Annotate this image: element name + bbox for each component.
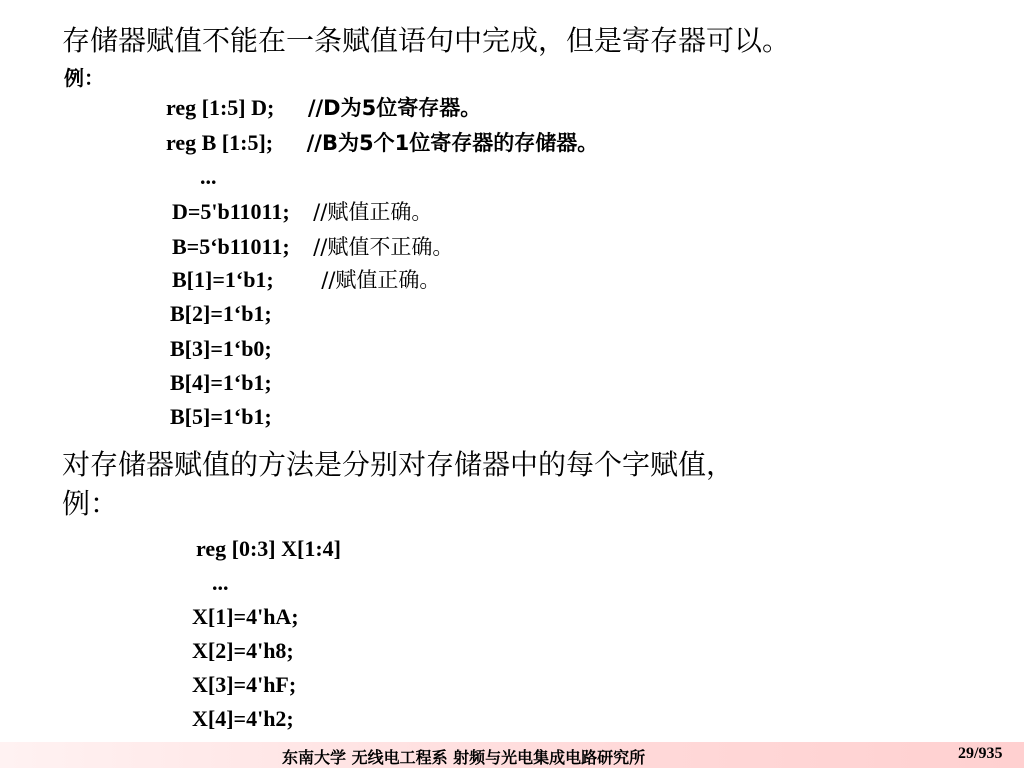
code-ellipsis: ... xyxy=(212,570,229,595)
section2-heading: 对存储器赋值的方法是分别对存储器中的每个字赋值， xyxy=(62,448,735,481)
code-line: B[3]=1‘b0; xyxy=(170,336,272,361)
code-comment: //B为5个1位寄存器的存储器。 xyxy=(306,131,599,155)
code-line xyxy=(172,197,432,227)
code-line xyxy=(166,93,481,123)
code-line xyxy=(172,232,453,262)
code-comment: //赋值正确。 xyxy=(313,200,433,224)
code-comment: //赋值正确。 xyxy=(321,268,441,292)
code-line: B[2]=1‘b1; xyxy=(170,301,272,326)
code-line: B[4]=1‘b1; xyxy=(170,370,272,395)
footer-bar xyxy=(0,742,1024,768)
section2-example-label: 例： xyxy=(62,487,119,520)
page-number: 29/935 xyxy=(958,745,1003,762)
code-text: B[1]=1‘b1; xyxy=(172,267,274,292)
code-line: B[5]=1‘b1; xyxy=(170,404,272,429)
code-line: reg [0:3] X[1:4] xyxy=(196,536,341,561)
code-comment: //赋值不正确。 xyxy=(313,235,454,259)
section1-heading: 存储器赋值不能在一条赋值语句中完成，但是寄存器可以。 xyxy=(62,24,791,57)
code-line xyxy=(172,265,440,295)
section1-example-label: 例： xyxy=(64,66,104,90)
code-line: X[3]=4'hF; xyxy=(192,672,297,697)
footer-institution: 东南大学 无线电工程系 射频与光电集成电路研究所 xyxy=(282,748,646,767)
code-line: X[2]=4'h8; xyxy=(192,638,294,663)
code-text: D=5'b11011; xyxy=(172,199,290,224)
code-line: X[4]=4'h2; xyxy=(192,706,294,731)
code-comment: //D为5位寄存器。 xyxy=(307,96,482,120)
code-line: X[1]=4'hA; xyxy=(192,604,299,629)
code-text: B=5‘b11011; xyxy=(172,234,290,259)
code-line xyxy=(166,128,598,158)
code-text: reg [1:5] D; xyxy=(166,95,275,120)
code-ellipsis: ... xyxy=(200,164,217,189)
code-text: reg B [1:5]; xyxy=(166,130,274,155)
